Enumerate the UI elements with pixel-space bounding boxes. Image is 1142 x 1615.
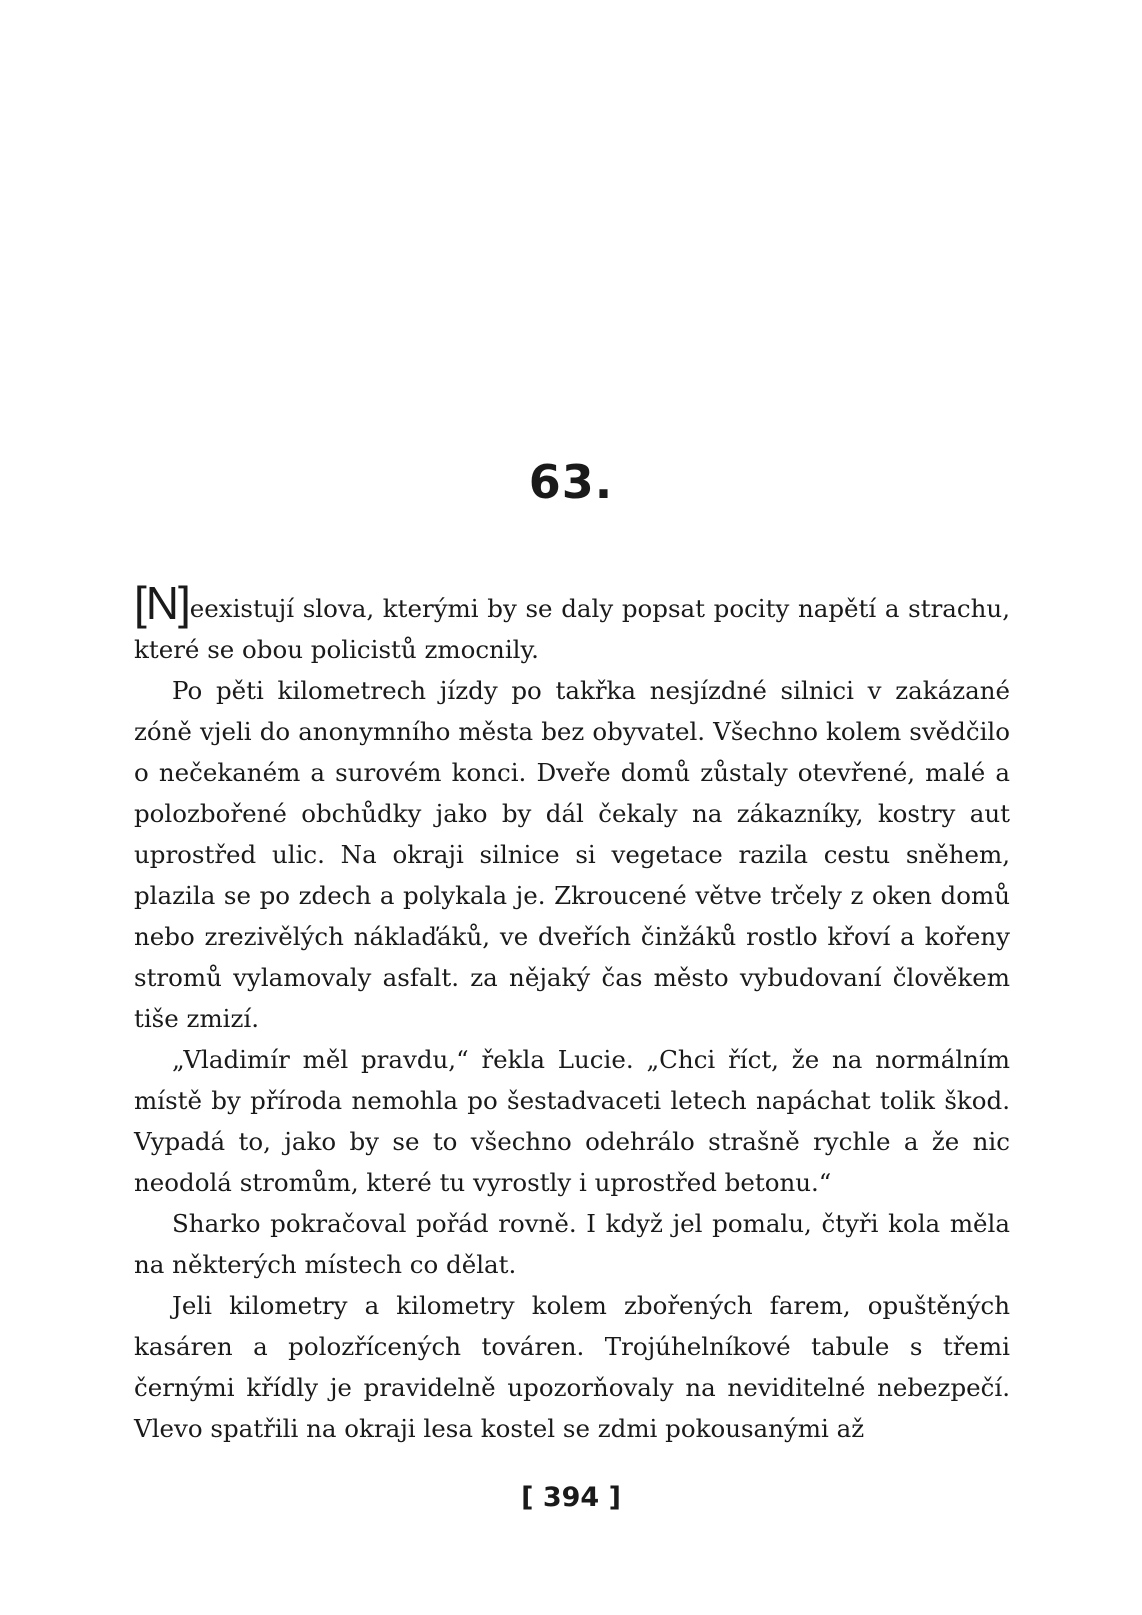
page-number: [ 394 ] xyxy=(521,1482,621,1513)
paragraph: Sharko pokračoval pořád rovně. I když jel pomalu, čtyři kola měla na některých místech co dělat. xyxy=(134,1209,1010,1279)
paragraph-text: eexistují slova, kterými by se daly popsat pocity napětí a strachu, které se obou policistů zmocnily. xyxy=(134,594,1010,664)
chapter-number: 63. xyxy=(528,455,614,509)
drop-cap: [N] xyxy=(134,577,190,629)
paragraph: Jeli kilometry a kilometry kolem zbořených farem, opuštěných kasáren a polozřícených továren. Trojúhelníkové tabule s třemi černými křídly je pravidelně upozorňovaly na neviditelné nebezpečí. Vlevo spatřili na okraji lesa kostel se zdmi pokousanými až xyxy=(134,1291,1010,1443)
paragraph xyxy=(134,577,1010,670)
chapter-text xyxy=(134,577,1010,1449)
paragraph: Po pěti kilometrech jízdy po takřka nesjízdné silnici v zakázané zóně vjeli do anonymního města bez obyvatel. Všechno kolem svědčilo o nečekaném a surovém konci. Dveře domů zůstaly otevřené, malé a polozbořené obchůdky jako by dál čekaly na zákazníky, kostry aut uprostřed ulic. Na okraji silnice si vegetace razila cestu sněhem, plazila se po zdech a polykala je. Zkroucené větve trčely z oken domů nebo zrezivělých náklaďáků, ve dveřích činžáků rostlo křoví a kořeny stromů vylamovaly asfalt. za nějaký čas město vybudovaní člověkem tiše zmizí. xyxy=(134,676,1010,1033)
paragraph: „Vladimír měl pravdu,“ řekla Lucie. „Chci říct, že na normálním místě by příroda nemohla po šestadvaceti letech napáchat tolik škod. Vypadá to, jako by se to všechno odehrálo strašně rychle a že nic neodolá stromům, které tu vyrostly i uprostřed betonu.“ xyxy=(134,1045,1010,1197)
